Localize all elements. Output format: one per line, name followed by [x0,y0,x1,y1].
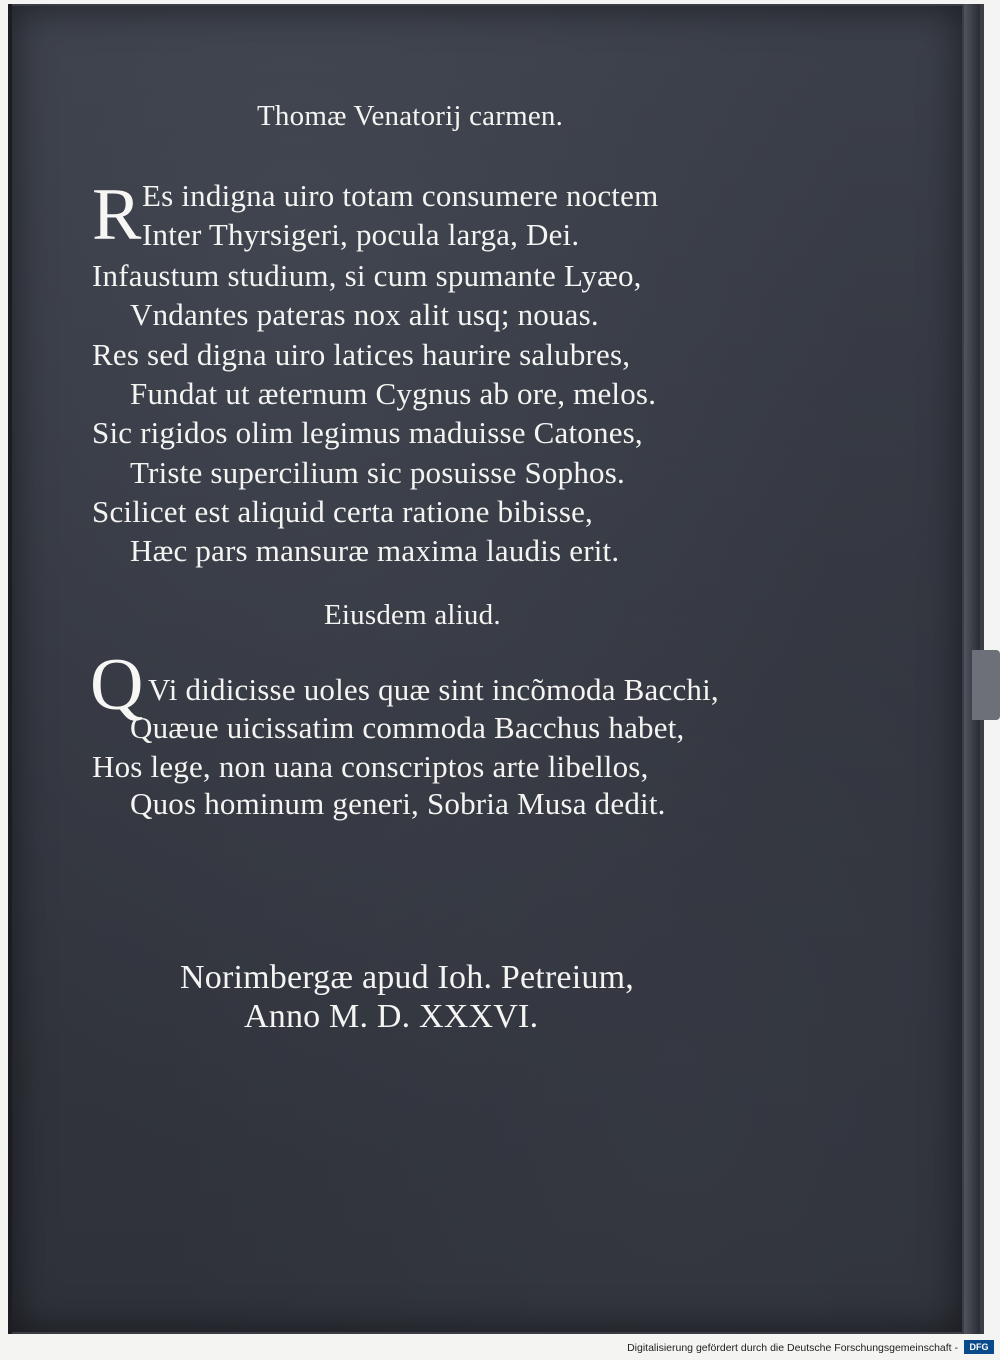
poem2-line: Hos lege, non uana conscriptos arte libellos, [92,749,649,784]
funding-credit: Digitalisierung gefördert durch die Deutsche Forschungsgemeinschaft - [627,1342,958,1354]
imprint-line: Norimbergæ apud Ioh. Petreium, [180,959,634,996]
poem1-line: Fundat ut æternum Cygnus ab ore, melos. [130,376,657,411]
dfg-logo: DFG [964,1340,994,1354]
poem1-line: Inter Thyrsigeri, pocula larga, Dei. [142,217,580,252]
poem2-line: Quos hominum generi, Sobria Musa dedit. [130,786,666,821]
poem1-line: Vndantes pateras nox alit usq; nouas. [130,297,599,332]
imprint-date: Anno M. D. XXXVI. [244,998,539,1035]
poem1-line: Triste supercilium sic posuisse Sophos. [130,455,625,490]
poem1-dropcap: R [92,174,142,256]
poem1-line: Scilicet est aliquid certa ratione bibisse, [92,494,593,529]
poem2-heading: Eiusdem aliud. [324,599,501,631]
poem1-line: Es indigna uiro totam consumere noctem [142,178,659,213]
poem1-line: Hæc pars mansuræ maxima laudis erit. [130,533,620,568]
poem1-line: Sic rigidos olim legimus maduisse Catones, [92,415,643,450]
digitization-footer [0,1334,1000,1360]
page-tab [972,650,1000,720]
poem2-line: Vi didicisse uoles quæ sint incõmoda Bacchi, [148,672,719,707]
poem1-heading: Thomæ Venatorij carmen. [257,100,564,132]
poem1-line: Res sed digna uiro latices haurire salubres, [92,337,631,372]
book-page [12,6,962,1332]
poem2-dropcap: Q [90,644,144,726]
poem2-line: Quæue uicissatim commoda Bacchus habet, [130,710,685,745]
poem1-line: Infaustum studium, si cum spumante Lyæo, [92,258,642,293]
